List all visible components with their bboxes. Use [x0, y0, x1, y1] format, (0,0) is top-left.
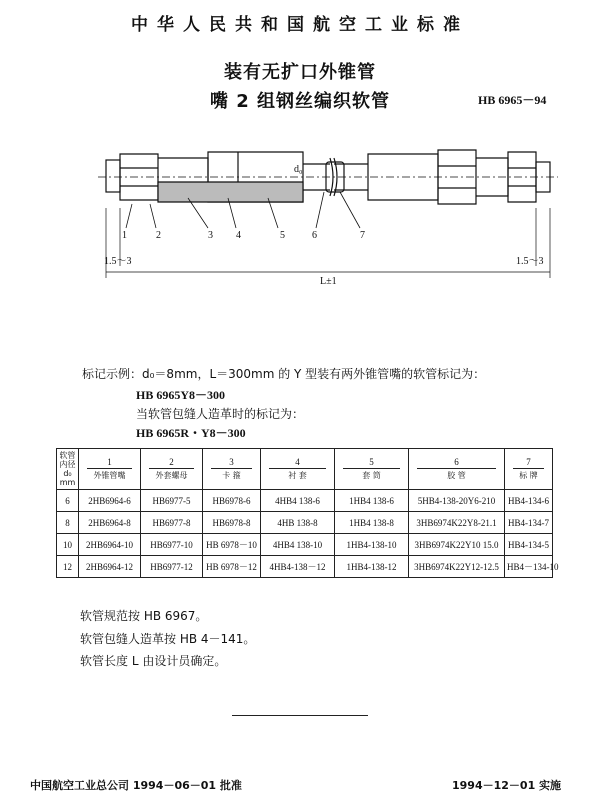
table-row: 12 2HB6964-12 HB6977-12 HB 6978－12 4HB4-138－12 1HB4-138-12 3HB6974K22Y12-12.5 HB4－134-10: [57, 556, 553, 578]
callout-7: 7: [360, 230, 365, 241]
table-row: 8 2HB6964-8 HB6977-8 HB6978-8 4HB 138-8 1HB4 138-8 3HB6974K22Y8-21.1 HB4-134-7: [57, 512, 553, 534]
column-header: 6 胶 管: [409, 449, 505, 490]
column-header: 5 套 筒: [335, 449, 409, 490]
approval-footer: 中国航空工业总公司 1994－06－01 批准: [30, 779, 242, 792]
note-leather-cover: 软管包缝人造革按 HB 4－141。: [80, 632, 256, 646]
callout-3: 3: [208, 230, 213, 241]
end-divider: [232, 715, 368, 716]
dim-right: 1.5～3: [516, 256, 544, 267]
standard-code: HB 6965－94: [478, 93, 547, 107]
dim-d0: d₀: [294, 164, 303, 175]
callout-6: 6: [312, 230, 317, 241]
marking-example-text: 标记示例：d₀＝8mm，L＝300mm 的 Y 型装有两外锥管嘴的软管标记为：: [82, 367, 486, 381]
callout-2: 2: [156, 230, 161, 241]
marking-leather-note: 当软管包缝人造革时的标记为：: [136, 407, 305, 421]
document-title-line2: 嘴 2 组钢丝编织软管: [209, 91, 391, 112]
hose-assembly-drawing: [98, 138, 558, 288]
note-hose-length: 软管长度 L 由设计员确定。: [80, 654, 227, 668]
column-header: 4 衬 套: [261, 449, 335, 490]
column-header: 3 卡 箍: [203, 449, 261, 490]
callout-1: 1: [122, 230, 127, 241]
dim-length: L±1: [320, 276, 337, 287]
marking-code-2: HB 6965R・Y8－300: [136, 426, 246, 440]
implementation-footer: 1994－12－01 实施: [452, 779, 562, 792]
column-header: 2 外套螺母: [141, 449, 203, 490]
dim-left: 1.5～3: [104, 256, 132, 267]
note-hose-spec: 软管规范按 HB 6967。: [80, 609, 208, 623]
callout-5: 5: [280, 230, 285, 241]
marking-code-1: HB 6965Y8－300: [136, 388, 226, 402]
standard-org-header: 中华人民共和国航空工业标准: [131, 15, 469, 35]
nipple-end: [106, 160, 120, 192]
parts-table: [56, 448, 559, 578]
table-row: 10 2HB6964-10 HB6977-10 HB 6978－10 4HB4 138-10 1HB4-138-10 3HB6974K22Y10 15.0 HB4-134-5: [57, 534, 553, 556]
column-header: 7 标 牌: [505, 449, 553, 490]
table-header-row: [57, 449, 553, 490]
document-title-line1: 装有无扩口外锥管: [224, 62, 376, 83]
callout-4: 4: [236, 230, 241, 241]
table-row: 6 2HB6964-6 HB6977-5 HB6978-6 4HB4 138-6 1HB4 138-6 5HB4-138-20Y6-210 HB4-134-6: [57, 490, 553, 512]
column-header: 1 外锥管嘴: [79, 449, 141, 490]
header-hose-id: 软管 内径 d₀ mm: [57, 449, 79, 490]
